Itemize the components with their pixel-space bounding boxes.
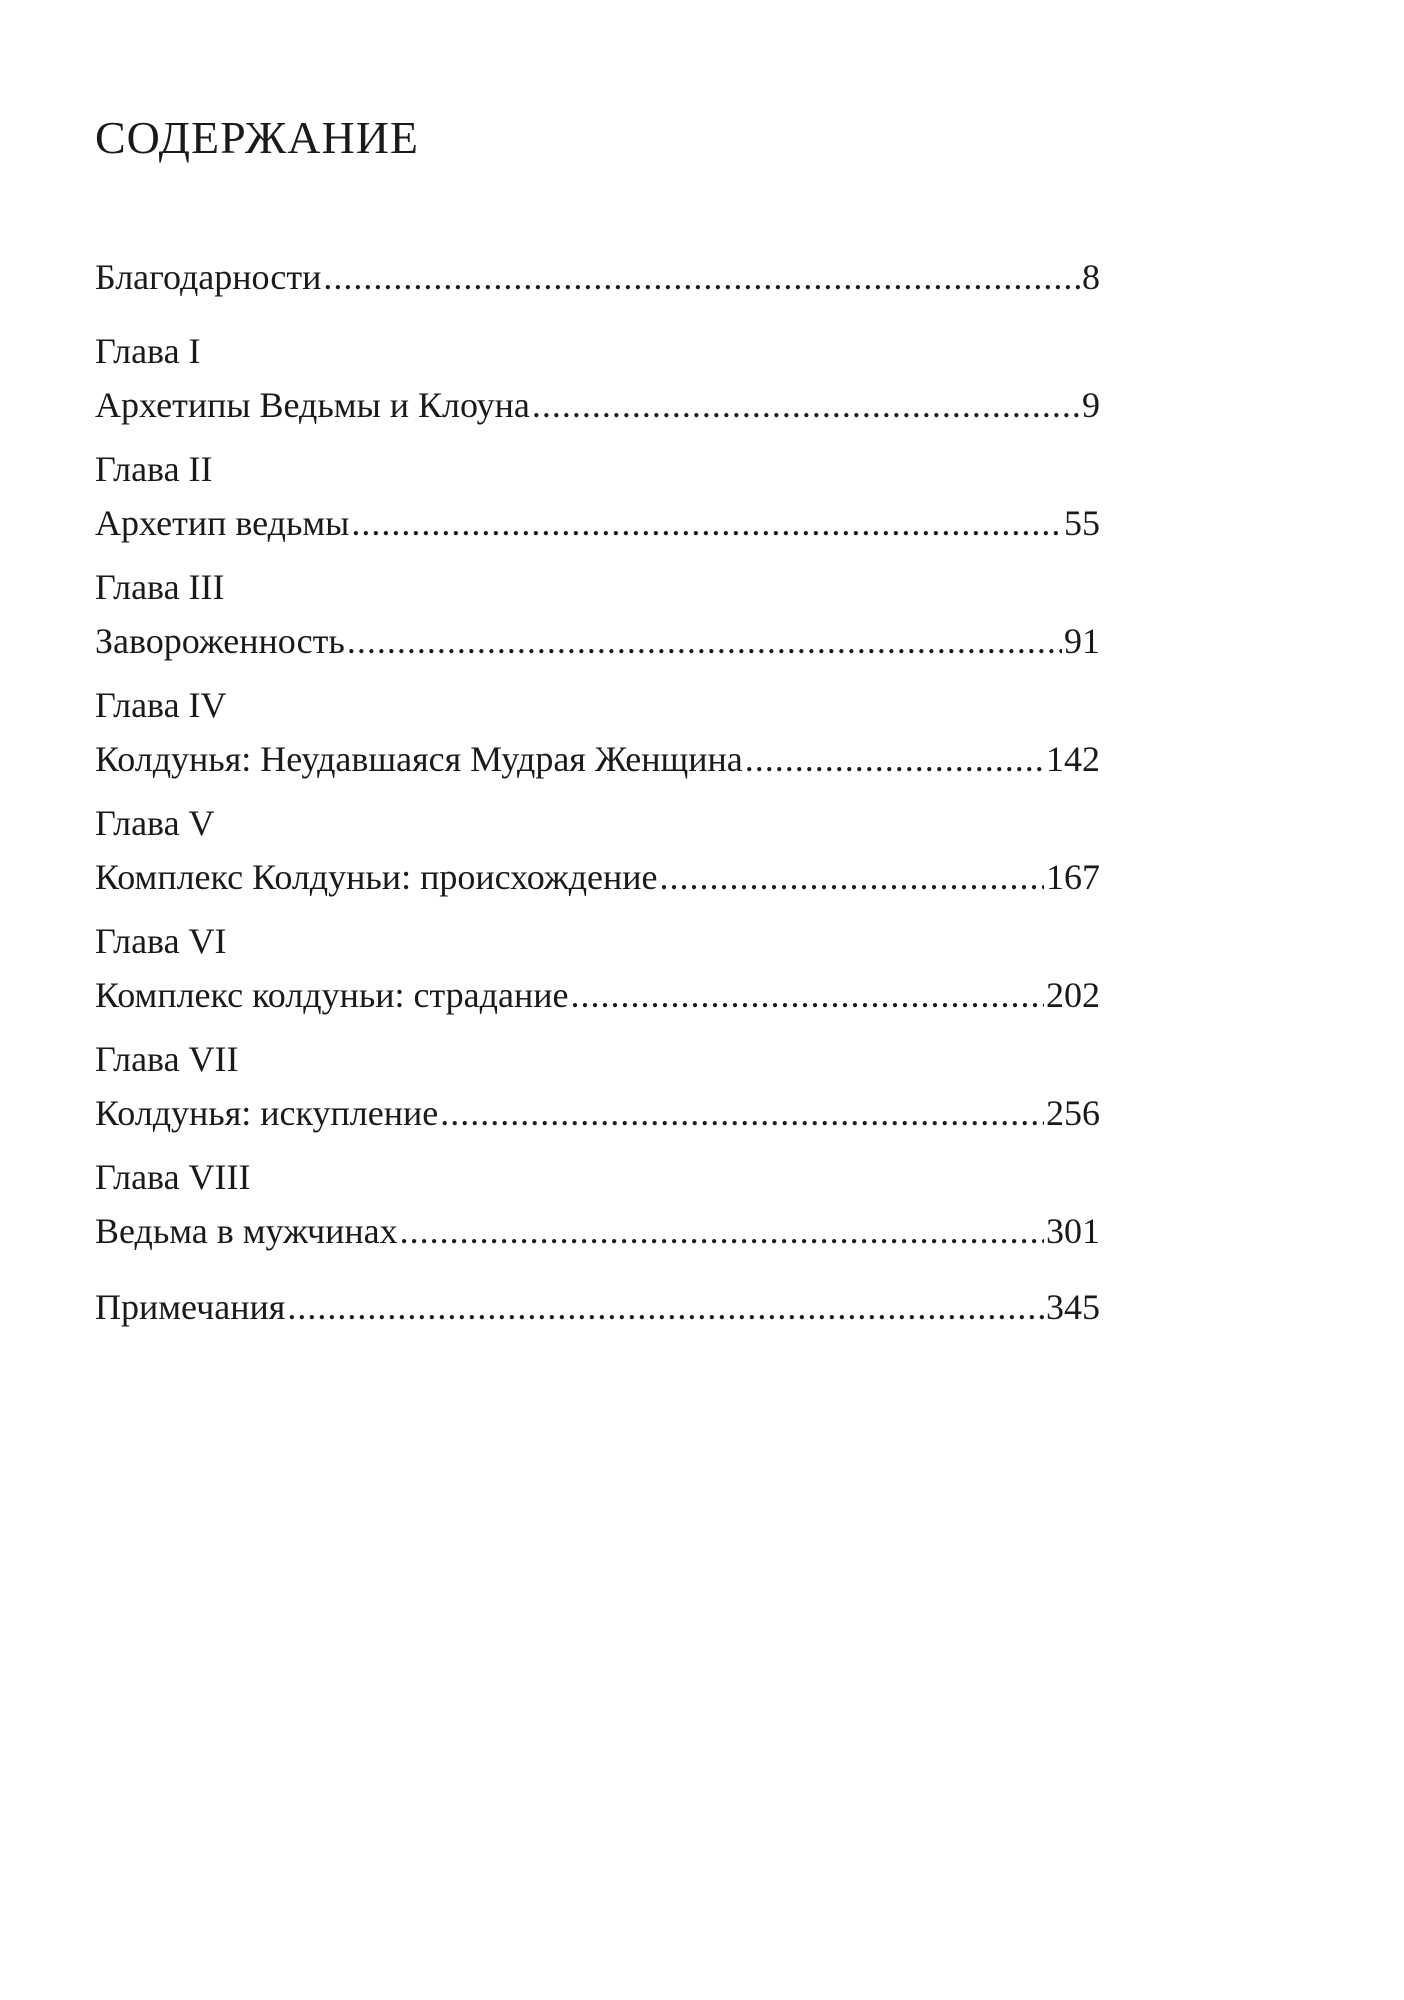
dot-leader	[532, 377, 1080, 433]
toc-line	[95, 495, 1100, 551]
page-number: 202	[1046, 975, 1100, 1016]
toc-line	[95, 967, 1100, 1023]
entry-title: Комплекс Колдуньи: происхождение	[95, 857, 658, 898]
toc-entry-chapter-6	[95, 915, 1100, 1023]
entry-title: Завороженность	[95, 621, 345, 662]
page-number: 345	[1046, 1287, 1100, 1328]
toc-list	[95, 249, 1100, 1335]
toc-entry-notes	[95, 1279, 1100, 1335]
dot-leader	[351, 495, 1062, 551]
chapter-label: Глава III	[95, 567, 225, 608]
toc-entry-chapter-3	[95, 561, 1100, 669]
entry-title: Комплекс колдуньи: страдание	[95, 975, 569, 1016]
chapter-label: Глава VII	[95, 1039, 239, 1080]
page-number: 142	[1046, 739, 1100, 780]
page-number: 167	[1046, 857, 1100, 898]
toc-line	[95, 849, 1100, 905]
toc-title: СОДЕРЖАНИЕ	[95, 112, 420, 163]
toc-line	[95, 1085, 1100, 1141]
dot-leader	[287, 1279, 1044, 1335]
toc-entry-acknowledgements	[95, 249, 1100, 305]
entry-title: Благодарности	[95, 257, 322, 298]
entry-title: Примечания	[95, 1287, 286, 1328]
page-number: 9	[1082, 385, 1100, 426]
toc-entry-chapter-8	[95, 1151, 1100, 1259]
dot-leader	[570, 967, 1044, 1023]
dot-leader	[745, 731, 1044, 787]
entry-title: Колдунья: Неудавшаяся Мудрая Женщина	[95, 739, 743, 780]
page-number: 256	[1046, 1093, 1100, 1134]
toc-line	[95, 249, 1100, 305]
dot-leader	[400, 1203, 1044, 1259]
toc-entry-chapter-1	[95, 325, 1100, 433]
toc-entry-chapter-5	[95, 797, 1100, 905]
entry-title: Ведьма в мужчинах	[95, 1211, 398, 1252]
chapter-label: Глава VIII	[95, 1157, 251, 1198]
page-number: 91	[1064, 621, 1100, 662]
chapter-label: Глава V	[95, 803, 215, 844]
page-number: 301	[1046, 1211, 1100, 1252]
chapter-label: Глава I	[95, 331, 201, 372]
chapter-label: Глава VI	[95, 921, 227, 962]
toc-page	[95, 110, 1100, 1335]
toc-entry-chapter-4	[95, 679, 1100, 787]
dot-leader	[347, 613, 1062, 669]
entry-title: Колдунья: искупление	[95, 1093, 439, 1134]
dot-leader	[440, 1085, 1044, 1141]
chapter-label: Глава IV	[95, 685, 227, 726]
toc-line	[95, 1279, 1100, 1335]
entry-title: Архетипы Ведьмы и Клоуна	[95, 385, 530, 426]
toc-line	[95, 377, 1100, 433]
chapter-label: Глава II	[95, 449, 213, 490]
toc-line	[95, 1203, 1100, 1259]
page-number: 55	[1064, 503, 1100, 544]
entry-title: Архетип ведьмы	[95, 503, 350, 544]
toc-entry-chapter-7	[95, 1033, 1100, 1141]
toc-line	[95, 613, 1100, 669]
toc-entry-chapter-2	[95, 443, 1100, 551]
page-number: 8	[1082, 257, 1100, 298]
dot-leader	[660, 849, 1044, 905]
dot-leader	[323, 249, 1080, 305]
toc-line	[95, 731, 1100, 787]
